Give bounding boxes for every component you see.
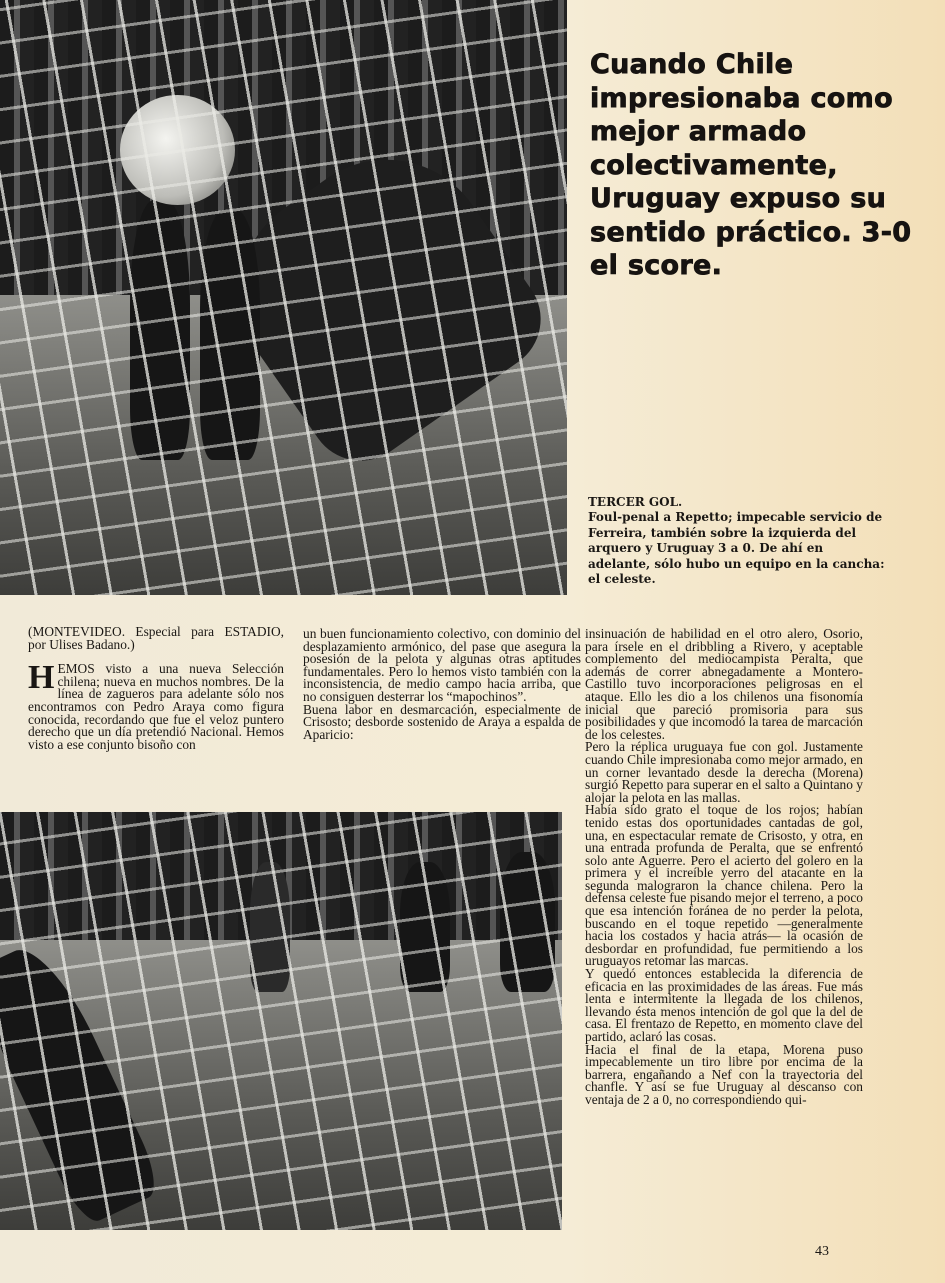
paragraph-text: EMOS visto a una nueva Selección chilena; nueva en muchos nombres. De la línea de zagueros para adelante sólo nos encontramos con Pedro Araya como figura conocida, recordando que fue el veloz puntero derecho que un día pretendió Nacional. Hemos visto a ese conjunto bisoño con bbox=[28, 661, 284, 752]
headline: Cuando Chile impresionaba como mejor armado colectivamente, Uruguay expuso su sentido práctico. 3-0 el score. bbox=[590, 49, 912, 281]
article-column-1 bbox=[28, 626, 284, 751]
drop-cap: H bbox=[28, 659, 55, 697]
article-paragraph: Buena labor en desmarcación, especialmente de Crisosto; desborde sostenido de Araya a espalda de Aparicio: bbox=[303, 701, 581, 742]
caption-title: TERCER GOL. bbox=[588, 495, 683, 509]
article-paragraph bbox=[28, 659, 284, 752]
article-paragraph: Y quedó entonces establecida la diferencia de eficacia en las proximidades de las áreas. Fue más lenta e intermitente la llegada de los chilenos, llevando ésta menos intención de gol que la del de casa. El frentazo de Repetto, en momento clave del partido, aclaró las cosas. bbox=[585, 966, 863, 1044]
article-column-3 bbox=[585, 628, 863, 1107]
photo-caption bbox=[588, 495, 888, 587]
article-paragraph: un buen funcionamiento colectivo, con dominio del desplazamiento armónico, del pase que asegura la posesión de la pelota y algunas otras aptitudes fundamentales. Pero lo hemos visto también con la inconsistencia, de medio campo hacia arriba, que no consiguen desterrar los “mapochinos”. bbox=[303, 626, 581, 704]
photo-goal-net-bottom bbox=[0, 812, 562, 1230]
caption-text: Foul-penal a Repetto; impecable servicio de Ferreira, también sobre la izquierda del arquero y Uruguay 3 a 0. De ahí en adelante, sólo hubo un equipo en la cancha: el celeste. bbox=[588, 510, 885, 587]
photo-net bbox=[0, 0, 567, 595]
article-paragraph: Hacia el final de la etapa, Morena puso impecablemente un tiro libre por encima de la barrera, engañando a Nef con la trayectoria del chanfle. Y así se fue Uruguay al descanso con ventaja de 2 a 0, no correspondiendo qui- bbox=[585, 1041, 863, 1107]
article-paragraph: insinuación de habilidad en el otro alero, Osorio, para írsele en el dribbling a Rivero, y aceptable complemento del mediocampista Peralta, que además de correr abnegadamente a Montero-Castillo tuvo incorporaciones peligrosas en el ataque. Ello les dio a los chilenos una fisonomía inicial que pareció promisoria para sus posibilidades y que incomodó la tarea de marcación de los celestes. bbox=[585, 626, 863, 742]
article-column-2 bbox=[303, 628, 581, 741]
photo-net bbox=[0, 812, 562, 1230]
article-paragraph: Había sido grato el toque de los rojos; habían tenido estas dos oportunidades cantadas de gol, una, en espectacular remate de Crisosto, y otra, en una entrada profunda de Peralta, que se enfrentó solo ante Aguerre. Pero el acierto del golero en la primera y el increíble yerro del atacante en la segunda malograron la chance chilena. Pero la defensa celeste fue pisando mejor el terreno, a poco que esa intención foránea de no perder la pelota, buscando en el toque repetido —generalmente hacia los costados y hacia atrás— la ocasión de desbordar en profundidad, fue permitiendo a los uruguayos retomar las marcas. bbox=[585, 802, 863, 969]
photo-goal-net-top bbox=[0, 0, 567, 595]
byline: (MONTEVIDEO. Especial para ESTADIO, por Ulises Badano.) bbox=[28, 624, 284, 652]
article-paragraph: Pero la réplica uruguaya fue con gol. Justamente cuando Chile impresionaba como mejor armado, en un corner levantado desde la derecha (Morena) surgió Repetto para superar en el salto a Quintano y alojar la pelota en las mallas. bbox=[585, 739, 863, 805]
page-number: 43 bbox=[815, 1244, 829, 1259]
